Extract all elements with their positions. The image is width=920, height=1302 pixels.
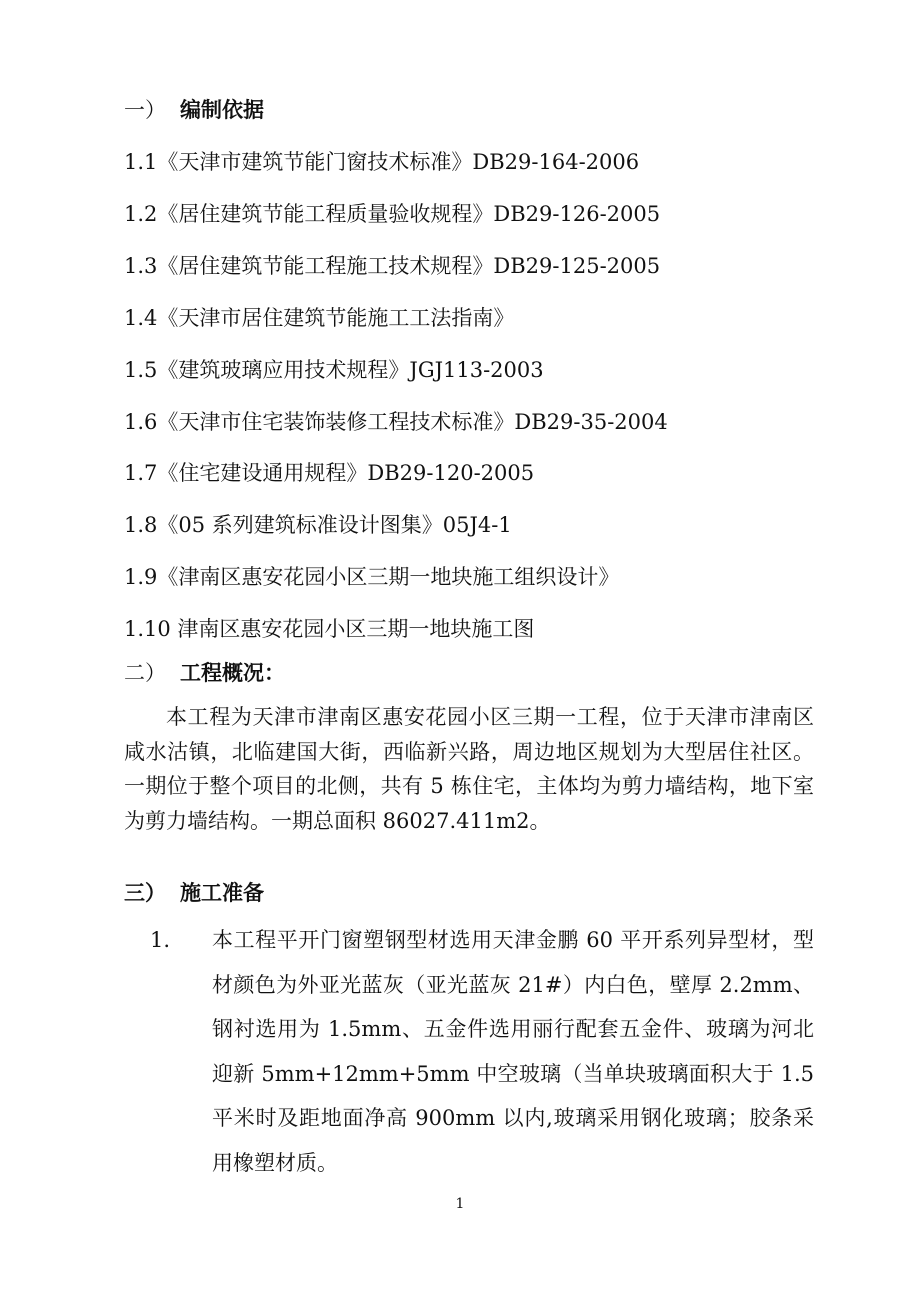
reference-item: 1.4《天津市居住建筑节能施工工法指南》 [124,306,515,330]
reference-item: 1.5《建筑玻璃应用技术规程》JGJ113-2003 [124,358,544,382]
preparation-item-text: 本工程平开门窗塑钢型材选用天津金鹏 60 平开系列异型材，型材颜色为外亚光蓝灰（亚光蓝灰 21#）内白色，壁厚 2.2mm、钢衬选用为 1.5mm、五金件选用丽行配套五金件、玻璃为河北迎新 5mm+12mm+5mm 中空玻璃（当单块玻璃面积大于 1.5 平米时及距地面净高 900mm 以内,玻璃采用钢化玻璃；胶条采用橡塑材质。 [212,928,814,1175]
section-2-number: 二） [124,661,166,685]
section-1-title: 编制依据 [180,98,264,122]
reference-item: 1.9《津南区惠安花园小区三期一地块施工组织设计》 [124,565,620,589]
section-3-number: 三） [124,881,166,905]
reference-item: 1.3《居住建筑节能工程施工技术规程》DB29-125-2005 [124,254,661,278]
section-3-heading [124,880,264,906]
preparation-item-number: 1. [150,928,171,952]
reference-item: 1.7《住宅建设通用规程》DB29-120-2005 [124,461,535,485]
section-2-heading [124,660,285,686]
reference-item: 1.1《天津市建筑节能门窗技术标准》DB29-164-2006 [124,150,640,174]
section-2-title: 工程概况： [180,661,285,685]
section-1-heading [124,97,264,123]
section-3-title: 施工准备 [180,881,264,905]
page-number: 1 [455,1196,465,1212]
project-overview-paragraph: 本工程为天津市津南区惠安花园小区三期一工程，位于天津市津南区咸水沽镇，北临建国大街，西临新兴路，周边地区规划为大型居住社区。一期位于整个项目的北侧，共有 5 栋住宅，主体均为剪力墙结构，地下室为剪力墙结构。一期总面积 86027.411m2。 [124,705,814,833]
reference-item: 1.2《居住建筑节能工程质量验收规程》DB29-126-2005 [124,202,661,226]
reference-item: 1.10 津南区惠安花园小区三期一地块施工图 [124,617,535,641]
reference-item: 1.6《天津市住宅装饰装修工程技术标准》DB29-35-2004 [124,410,668,434]
reference-item: 1.8《05 系列建筑标准设计图集》05J4-1 [124,513,512,537]
preparation-item [150,918,814,1185]
section-1-number: 一） [124,98,166,122]
